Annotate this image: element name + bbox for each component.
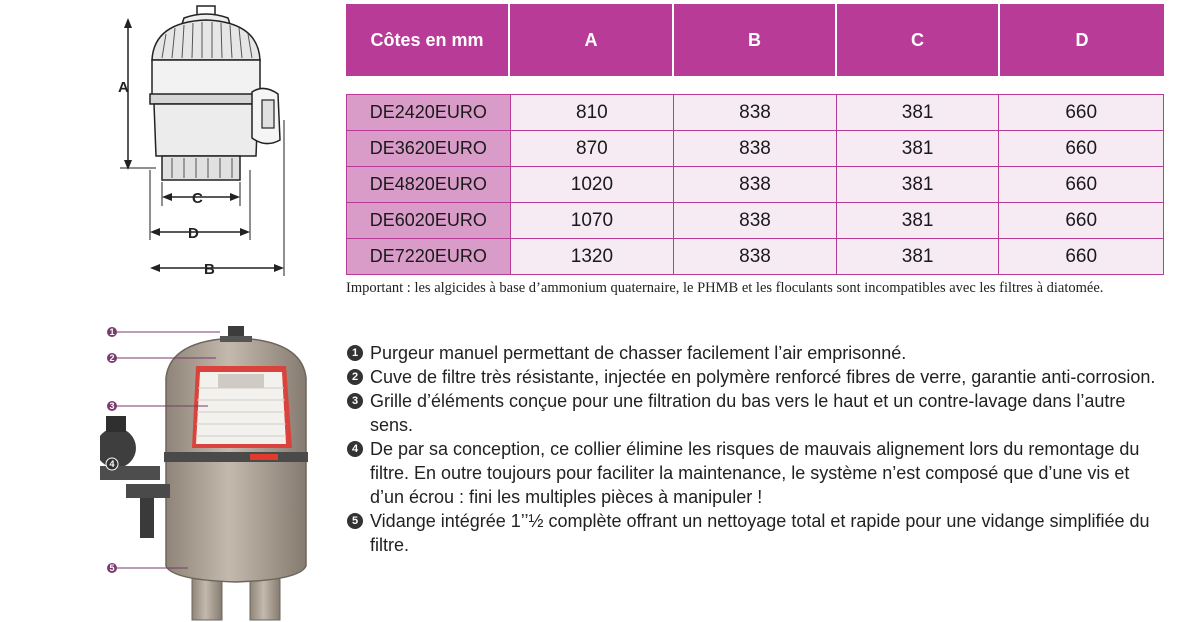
table-row — [347, 131, 1163, 167]
item-number-badge: 4 — [347, 441, 363, 457]
filter-cutaway-image — [100, 318, 340, 622]
dimension-label-a: A — [118, 79, 129, 96]
value-cell: 660 — [999, 203, 1163, 238]
model-cell: DE2420EURO — [347, 95, 511, 130]
value-cell: 381 — [837, 203, 1000, 238]
dimensions-table-body — [346, 94, 1164, 275]
value-cell: 838 — [674, 131, 837, 166]
item-number-badge: 5 — [347, 513, 363, 529]
table-header-cell: B — [674, 4, 837, 76]
item-number-badge: 2 — [347, 369, 363, 385]
callout-number: 2 — [109, 353, 115, 363]
feature-list — [347, 341, 1167, 557]
callout-number: 3 — [109, 401, 115, 411]
table-row — [347, 167, 1163, 203]
table-row — [347, 239, 1163, 274]
feature-text: De par sa conception, ce collier élimine les risques de mauvais alignement lors du remontage du filtre. En outre toujours pour faciliter la maintenance, le système n’est composé que d’une vis et d’un écrou : fini les multiples pièces à manipuler ! — [370, 439, 1140, 507]
value-cell: 1320 — [511, 239, 675, 274]
feature-text: Purgeur manuel permettant de chasser facilement l’air emprisonné. — [370, 343, 907, 363]
value-cell: 1020 — [511, 167, 675, 202]
feature-text: Cuve de filtre très résistante, injectée en polymère renforcé fibres de verre, garantie anti-corrosion. — [370, 367, 1156, 387]
value-cell: 660 — [999, 239, 1163, 274]
table-row — [347, 203, 1163, 239]
dimension-label-b: B — [204, 261, 215, 278]
feature-text: Grille d’éléments conçue pour une filtration du bas vers le haut et un contre-lavage dans l’autre sens. — [370, 391, 1126, 435]
value-cell: 870 — [511, 131, 675, 166]
important-note: Important : les algicides à base d’ammonium quaternaire, le PHMB et les floculants sont incompatibles avec les filtres à diatomée. — [346, 280, 1104, 296]
list-item — [347, 365, 1167, 389]
value-cell: 381 — [837, 167, 1000, 202]
callout-number: 1 — [109, 327, 115, 337]
table-header-cell: A — [510, 4, 674, 76]
value-cell: 838 — [674, 95, 837, 130]
filter-outline-diagram — [92, 0, 302, 300]
model-cell: DE6020EURO — [347, 203, 511, 238]
value-cell: 1070 — [511, 203, 675, 238]
table-header-cell: Côtes en mm — [346, 4, 510, 76]
table-row — [347, 95, 1163, 131]
list-item — [347, 389, 1167, 437]
item-number-badge: 1 — [347, 345, 363, 361]
model-cell: DE7220EURO — [347, 239, 511, 274]
value-cell: 381 — [837, 95, 1000, 130]
list-item — [347, 509, 1167, 557]
value-cell: 838 — [674, 203, 837, 238]
value-cell: 810 — [511, 95, 675, 130]
value-cell: 660 — [999, 167, 1163, 202]
table-header-cell: D — [1075, 29, 1089, 50]
list-item — [347, 437, 1167, 509]
table-header-cell: C — [837, 4, 1000, 76]
filter-dimension-drawing — [92, 0, 302, 300]
value-cell: 660 — [999, 95, 1163, 130]
model-cell: DE4820EURO — [347, 167, 511, 202]
filter-product-illustration — [100, 318, 340, 622]
value-cell: 381 — [837, 131, 1000, 166]
callout-number: 5 — [109, 563, 115, 573]
dimension-label-c: C — [192, 190, 203, 207]
feature-text: Vidange intégrée 1’’½ complète offrant un nettoyage total et rapide pour une vidange simplifiée du filtre. — [370, 511, 1150, 555]
item-number-badge: 3 — [347, 393, 363, 409]
model-cell: DE3620EURO — [347, 131, 511, 166]
list-item — [347, 341, 1167, 365]
callout-number: 4 — [109, 459, 115, 469]
table-header-row — [346, 4, 1164, 76]
dimension-label-d: D — [188, 225, 199, 242]
value-cell: 838 — [674, 239, 837, 274]
value-cell: 381 — [837, 239, 1000, 274]
value-cell: 660 — [999, 131, 1163, 166]
value-cell: 838 — [674, 167, 837, 202]
